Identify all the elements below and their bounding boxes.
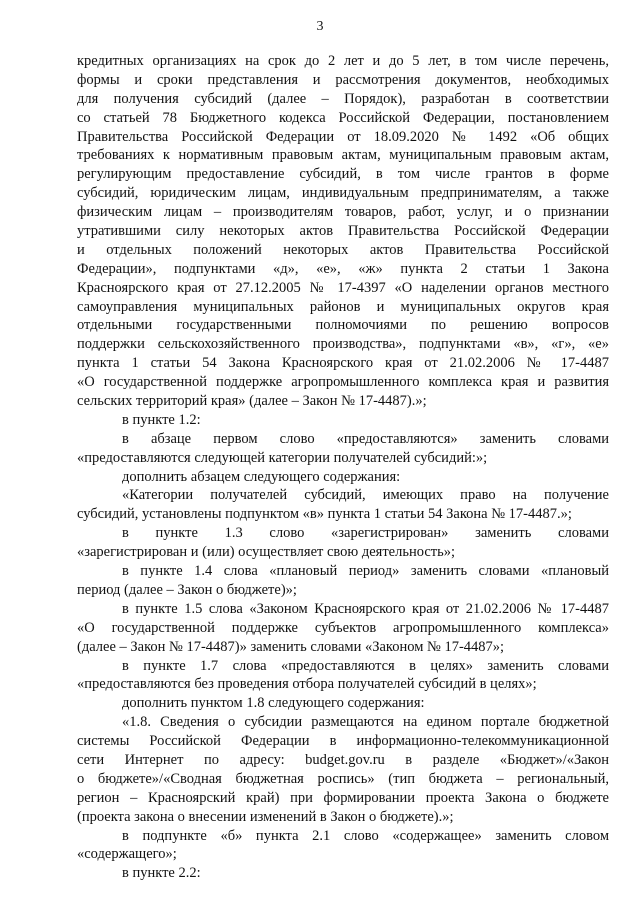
text-line: в пункте 1.2:	[122, 411, 201, 428]
text-line: со статьей 78 Бюджетного кодекса Российской Федерации, постановлением	[77, 109, 609, 126]
text-line: «предоставляются следующей категории получателей субсидий:»;	[77, 449, 488, 466]
text-line: в подпункте «б» пункта 2.1 слово «содержащее» заменить словом	[122, 827, 609, 844]
text-line: регион – Красноярский край) при формировании проекта Закона о бюджете	[77, 789, 609, 806]
text-line: (проекта закона о внесении изменений в Закон о бюджете).»;	[77, 808, 454, 825]
text-line: Красноярского края от 27.12.2005 № 17-4397 «О наделении органов местного	[77, 279, 609, 296]
text-line: отдельными государственными полномочиями по решению вопросов	[77, 317, 609, 334]
text-line: в пункте 1.3 слово «зарегистрирован» заменить словами	[122, 525, 609, 542]
text-line: «О государственной поддержке агропромышленного комплекса края и развития	[77, 374, 609, 391]
text-line: пункта 1 статьи 54 Закона Красноярского края от 21.02.2006 № 17-4487	[77, 355, 609, 372]
text-line: в пункте 1.7 слова «предоставляются в целях» заменить словами	[122, 657, 609, 674]
text-line: в пункте 2.2:	[122, 865, 201, 882]
text-line: регулирующим предоставление субсидий, в том числе грантов в форме	[77, 166, 609, 183]
text-line: дополнить абзацем следующего содержания:	[122, 468, 401, 485]
text-line: кредитных организациях на срок до 2 лет и до 5 лет, в том числе перечень,	[77, 53, 609, 69]
text-line: в пункте 1.5 слова «Законом Красноярского края от 21.02.2006 № 17-4487	[122, 600, 609, 617]
text-line: «О государственной поддержке субъектов агропромышленного комплекса»	[77, 619, 609, 636]
text-line: (далее – Закон № 17-4487)» заменить словами «Законом № 17-4487»;	[77, 638, 505, 655]
text-line: «предоставляются без проведения отбора получателей субсидий в целях»;	[77, 676, 537, 693]
text-line: Правительства Российской Федерации от 18.09.2020 № 1492 «Об общих	[77, 128, 609, 145]
text-line: «Категории получателей субсидий, имеющих право на получение	[122, 487, 609, 504]
text-line: период (далее – Закон о бюджете)»;	[77, 581, 297, 598]
text-line: субсидий, юридическим лицам, индивидуальным предпринимателям, а также	[77, 185, 609, 202]
text-line: дополнить пунктом 1.8 следующего содержания:	[122, 695, 425, 712]
text-line: для получения субсидий (далее – Порядок), разработан в соответствии	[77, 90, 609, 107]
text-line: поддержки сельскохозяйственного производства», подпунктами «в», «г», «е»	[77, 336, 609, 353]
text-line: «1.8. Сведения о субсидии размещаются на едином портале бюджетной	[122, 714, 609, 731]
text-line: «содержащего»;	[77, 846, 177, 863]
document-body	[77, 52, 609, 883]
text-line: субсидий, установлены подпунктом «в» пункта 1 статьи 54 Закона № 17-4487.»;	[77, 506, 572, 523]
text-line: самоуправления муниципальных районов и муниципальных округов края	[77, 298, 609, 315]
text-line: и отдельных положений некоторых актов Правительства Российской	[77, 241, 609, 258]
text-line: формы и сроки представления и рассмотрения документов, необходимых	[77, 71, 609, 88]
text-line: в абзаце первом слово «предоставляются» заменить словами	[122, 430, 609, 447]
text-line: сельских территорий края» (далее – Закон № 17-4487).»;	[77, 393, 427, 410]
text-line: утратившими силу некоторых актов Правительства Российской Федерации	[77, 223, 609, 240]
text-line: физическим лицам – производителям товаров, работ, услуг, и о признании	[77, 204, 609, 221]
text-line: требованиях к нормативным правовым актам, муниципальным правовым актам,	[77, 147, 609, 164]
text-line: о бюджете»/«Сводная бюджетная роспись» (тип бюджета – региональный,	[77, 770, 609, 787]
text-line: Федерации», подпунктами «д», «е», «ж» пункта 2 статьи 1 Закона	[77, 260, 609, 277]
text-line: сети Интернет по адресу: budget.gov.ru в разделе «Бюджет»/«Закон	[77, 751, 609, 768]
page-number: 3	[316, 19, 324, 34]
text-line: «зарегистрирован и (или) осуществляет свою деятельность»;	[77, 544, 455, 561]
text-line: системы Российской Федерации в информационно-телекоммуникационной	[77, 733, 609, 750]
text-line: в пункте 1.4 слова «плановый период» заменить словами «плановый	[122, 563, 609, 580]
